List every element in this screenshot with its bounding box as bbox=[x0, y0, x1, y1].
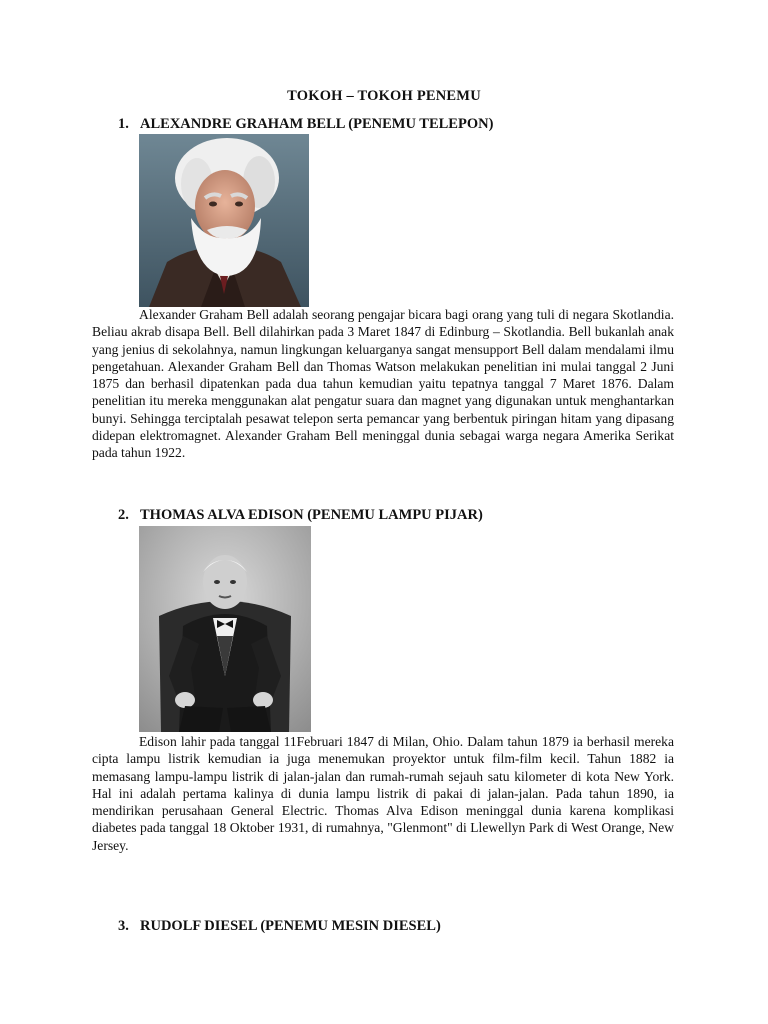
portrait-bell-icon bbox=[139, 134, 309, 307]
document-title: TOKOH – TOKOH PENEMU bbox=[287, 88, 481, 104]
section-3-number: 3. bbox=[118, 918, 129, 934]
portrait-bell-image bbox=[139, 134, 309, 307]
section-3-title: RUDOLF DIESEL (PENEMU MESIN DIESEL) bbox=[140, 918, 441, 934]
section-1-paragraph: Alexander Graham Bell adalah seorang pengajar bicara bagi orang yang tuli di negara Skotlandia. Beliau akrab disapa Bell. Bell dilahirkan pada 3 Maret 1847 di Edinburg – Skotlandia. Bell bukanlah anak yang jenius di sekolahnya, namun lingkungan keluarganya sangat mensupport Bell dalam mendalami ilmu pengetahuan. Alexander Graham Bell dan Thomas Watson melakukan penelitian ini mulai tanggal 2 Juni 1875 dan berhasil dipatenkan pada dua tahun kemudian yaitu tepatnya tanggal 7 Maret 1876. Dalam penelitian itu mereka menggunakan alat pengatur suara dan magnet yang digunakan untuk menghantarkan bunyi. Sehingga terciptalah pesawat telepon serta pemancar yang berbentuk piringan hitam yang dipasang didepan elektromagnet. Alexander Graham Bell meninggal dunia sebagai warga negara Amerika Serikat pada tahun 1922. bbox=[92, 307, 674, 461]
section-2-number: 2. bbox=[118, 507, 129, 523]
section-2-paragraph: Edison lahir pada tanggal 11Februari 1847 di Milan, Ohio. Dalam tahun 1879 ia berhasil mereka cipta lampu listrik kemudian ia juga menemukan proyektor untuk film-film kecil. Tahun 1882 ia memasang lampu-lampu listrik di jalan-jalan dan rumah-rumah sejauh satu kilometer di kota New York. Hal ini adalah pertama kalinya di dunia lampu listrik di pakai di jalan-jalan. Pada tahun 1890, ia mendirikan perusahaan General Electric. Thomas Alva Edison meninggal dunia karena komplikasi diabetes pada tanggal 18 Oktober 1931, di rumahnya, "Glenmont" di Llewellyn Park di West Orange, New Jersey. bbox=[92, 734, 674, 853]
portrait-edison-image bbox=[139, 526, 311, 732]
section-3-heading bbox=[118, 918, 441, 935]
section-1-heading bbox=[118, 116, 493, 133]
section-2-heading bbox=[118, 507, 483, 524]
section-1-title: ALEXANDRE GRAHAM BELL (PENEMU TELEPON) bbox=[140, 116, 494, 132]
section-1-number: 1. bbox=[118, 116, 129, 132]
portrait-edison-icon bbox=[139, 526, 311, 732]
section-2-title: THOMAS ALVA EDISON (PENEMU LAMPU PIJAR) bbox=[140, 507, 483, 523]
